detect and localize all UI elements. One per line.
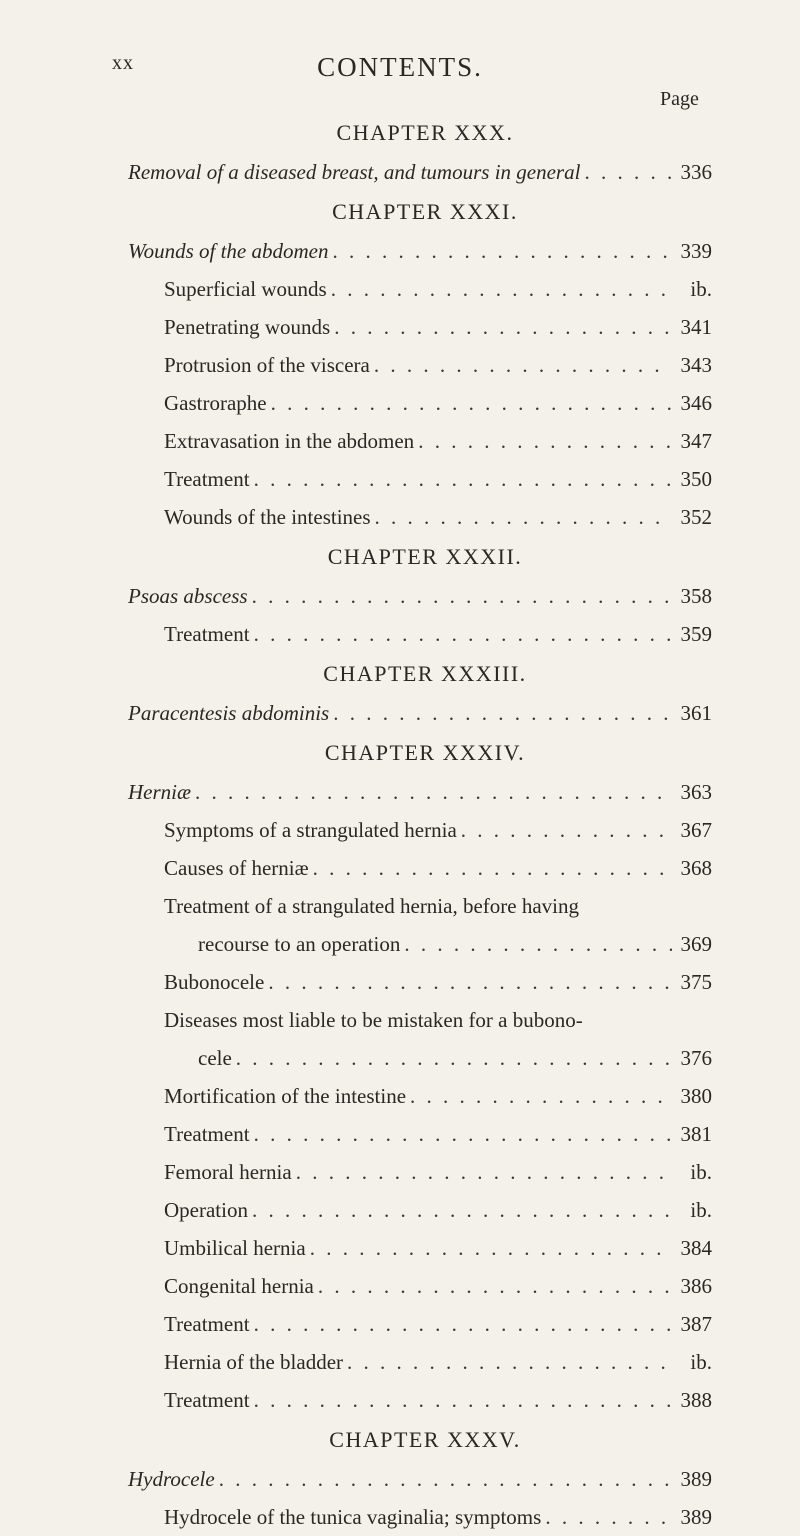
leader-dots (254, 615, 672, 653)
leader-dots (236, 1039, 672, 1077)
leader-dots (331, 270, 672, 308)
entry-title: Umbilical hernia (164, 1236, 306, 1260)
entry-page: 381 (680, 1122, 712, 1146)
entry-page: ib. (690, 1160, 712, 1184)
entry-title-line: Diseases most liable to be mistaken for a bubono- (164, 1008, 583, 1032)
leader-dots (313, 849, 672, 887)
entry-title: Femoral hernia (164, 1160, 292, 1184)
entry-page: 387 (680, 1312, 712, 1336)
running-head (0, 52, 800, 88)
leader-dots (334, 308, 672, 346)
page-title: CONTENTS. (317, 52, 483, 82)
leader-dots (318, 1267, 672, 1305)
leader-dots (410, 1077, 672, 1115)
entry-page: 386 (680, 1274, 712, 1298)
entry-title: Treatment (164, 1122, 250, 1146)
entry-title: Treatment (164, 1388, 250, 1412)
entry-page: 363 (680, 780, 712, 804)
entry-title: Symptoms of a strangulated hernia (164, 818, 457, 842)
leader-dots (374, 346, 672, 384)
leader-dots (332, 232, 672, 270)
entry-title: Gastroraphe (164, 391, 267, 415)
entry-title: Hernia of the bladder (164, 1350, 344, 1374)
entry-page: 358 (680, 584, 712, 608)
entry-page: 375 (680, 970, 712, 994)
entry-title: Protrusion of the viscera (164, 353, 370, 377)
entry-title: cele (198, 1046, 232, 1070)
entry-title: Superficial wounds (164, 277, 327, 301)
entry-title: Operation (164, 1198, 248, 1222)
entry-page: ib. (690, 1198, 712, 1222)
toc-entry (128, 498, 712, 536)
entry-title: Paracentesis abdominis (128, 701, 330, 725)
entry-page: 380 (680, 1084, 712, 1108)
leader-dots (254, 1381, 672, 1419)
toc-entry (128, 1460, 712, 1498)
entry-title-line: Treatment of a strangulated hernia, before having (164, 894, 579, 918)
toc-entry (128, 615, 712, 653)
entry-page: 388 (680, 1388, 712, 1412)
chapter-heading: CHAPTER XXXIII. (323, 661, 527, 686)
chapter-heading: CHAPTER XXXII. (327, 544, 523, 569)
entry-page: 359 (680, 622, 712, 646)
entry-page: 389 (680, 1505, 712, 1529)
table-of-contents (128, 112, 712, 1536)
entry-page: 347 (680, 429, 712, 453)
toc-entry (128, 925, 712, 963)
toc-entry (128, 1077, 712, 1115)
entry-page: 368 (680, 856, 712, 880)
entry-title: Psoas abscess (128, 584, 248, 608)
leader-dots (333, 694, 672, 732)
entry-page: 376 (680, 1046, 712, 1070)
entry-title: Penetrating wounds (164, 315, 331, 339)
chapter-heading: CHAPTER XXXI. (332, 199, 518, 224)
toc-entry (128, 1115, 712, 1153)
entry-title: Hydrocele (128, 1467, 215, 1491)
toc-entry (128, 346, 712, 384)
entry-page: 361 (680, 701, 712, 725)
entry-page: 350 (680, 467, 712, 491)
entry-title: Treatment (164, 622, 250, 646)
entry-page: ib. (690, 1350, 712, 1374)
entry-title: Wounds of the abdomen (128, 239, 329, 263)
toc-entry (128, 773, 712, 811)
entry-title: Hydrocele of the tunica vaginalia; symptoms (164, 1505, 542, 1529)
entry-page: 339 (680, 239, 712, 263)
leader-dots (271, 384, 672, 422)
leader-dots (296, 1153, 672, 1191)
leader-dots (195, 773, 672, 811)
toc-entry (128, 811, 712, 849)
entry-title: Mortification of the intestine (164, 1084, 407, 1108)
leader-dots (252, 577, 672, 615)
entry-title: Removal of a diseased breast, and tumours in general (128, 160, 581, 184)
leader-dots (545, 1498, 672, 1536)
leader-dots (268, 963, 672, 1001)
chapter-heading: CHAPTER XXXV. (329, 1427, 521, 1452)
chapter-heading: CHAPTER XXX. (336, 120, 514, 145)
toc-entry (128, 232, 712, 270)
leader-dots (584, 153, 672, 191)
entry-title: recourse to an operation (198, 932, 401, 956)
entry-page: ib. (690, 277, 712, 301)
entry-title: Congenital hernia (164, 1274, 314, 1298)
entry-title: Treatment (164, 467, 250, 491)
page-number: xx (112, 52, 134, 74)
entry-title: Bubonocele (164, 970, 265, 994)
entry-page: 369 (680, 932, 712, 956)
leader-dots (254, 1305, 672, 1343)
leader-dots (375, 498, 672, 536)
leader-dots (252, 1191, 672, 1229)
toc-entry (128, 963, 712, 1001)
toc-entry (128, 308, 712, 346)
chapter-heading: CHAPTER XXXIV. (324, 740, 526, 765)
leader-dots (418, 422, 672, 460)
leader-dots (461, 811, 672, 849)
entry-title: Causes of herniæ (164, 856, 309, 880)
entry-page: 343 (680, 353, 712, 377)
toc-entry (128, 1305, 712, 1343)
toc-entry (128, 422, 712, 460)
toc-entry (128, 1039, 712, 1077)
entry-title: Wounds of the intestines (164, 505, 371, 529)
entry-page: 336 (680, 160, 712, 184)
toc-entry (128, 1343, 712, 1381)
entry-page: 389 (680, 1467, 712, 1491)
entry-page: 341 (680, 315, 712, 339)
toc-entry (128, 460, 712, 498)
toc-entry (128, 1191, 712, 1229)
toc-entry (128, 1229, 712, 1267)
toc-entry (128, 1153, 712, 1191)
toc-entry (128, 694, 712, 732)
toc-entry (128, 384, 712, 422)
leader-dots (254, 460, 672, 498)
toc-entry (128, 1381, 712, 1419)
entry-page: 346 (680, 391, 712, 415)
leader-dots (404, 925, 672, 963)
entry-page: 367 (680, 818, 712, 842)
toc-entry (128, 849, 712, 887)
toc-entry (128, 153, 712, 191)
entry-page: 352 (680, 505, 712, 529)
leader-dots (219, 1460, 672, 1498)
entry-title: Herniæ (128, 780, 191, 804)
toc-entry (128, 577, 712, 615)
toc-entry (128, 1498, 712, 1536)
leader-dots (310, 1229, 672, 1267)
entry-title: Extravasation in the abdomen (164, 429, 415, 453)
toc-entry (128, 1267, 712, 1305)
entry-page: 384 (680, 1236, 712, 1260)
toc-entry (128, 270, 712, 308)
page-column-label: Page (660, 88, 699, 110)
leader-dots (254, 1115, 672, 1153)
entry-title: Treatment (164, 1312, 250, 1336)
leader-dots (347, 1343, 672, 1381)
